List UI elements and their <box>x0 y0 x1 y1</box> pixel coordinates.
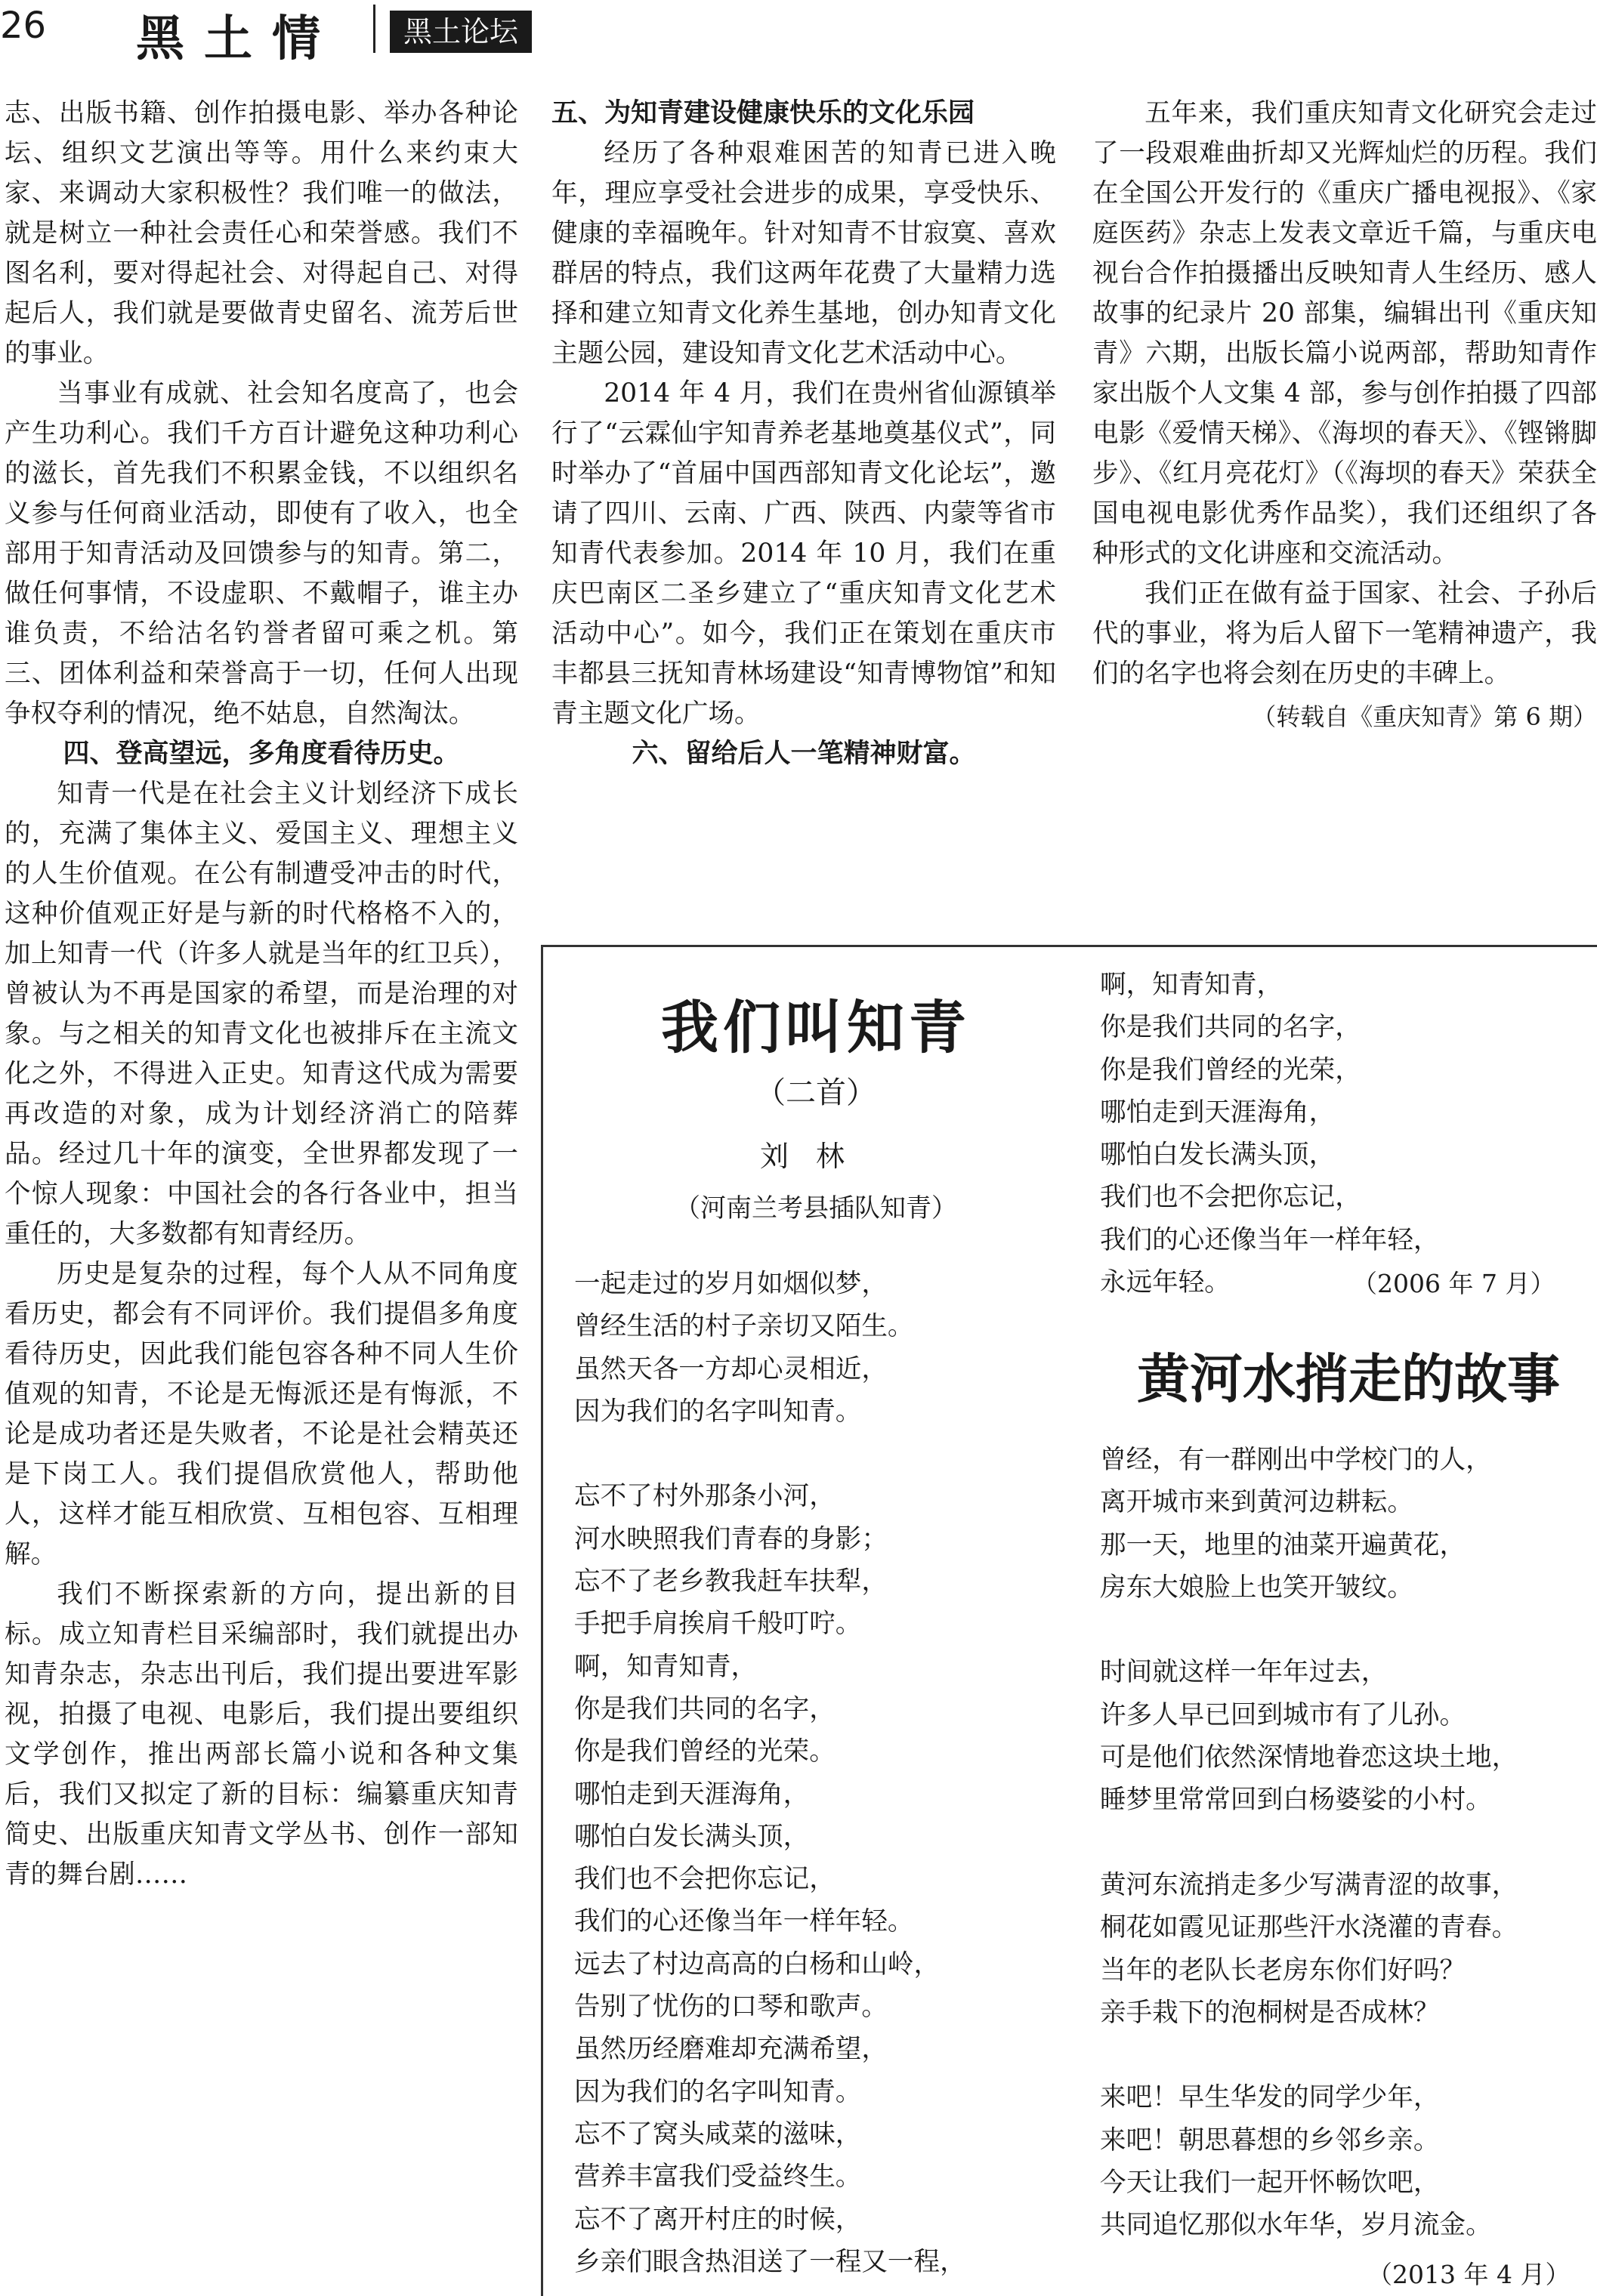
poem-line: 我们也不会把你忘记， <box>574 1864 836 1895</box>
poem2-date: （2013 年 4 月） <box>1367 2260 1571 2289</box>
poem-line: 远去了村边高高的白杨和山岭， <box>574 1949 941 1980</box>
poem-line: 哪怕走到天涯海角， <box>574 1779 810 1810</box>
poem-line: 曾经生活的村子亲切又陌生。 <box>574 1311 914 1342</box>
poem-line: 我们的心还像当年一样年轻。 <box>574 1906 914 1937</box>
poem-line: 因为我们的名字叫知青。 <box>574 1396 862 1427</box>
paragraph: 经历了各种艰难困苦的知青已进入晚年，理应享受社会进步的成果，享受快乐、健康的幸福晚年。针对知青不甘寂寞、喜欢群居的特点，我们这两年花费了大量精力选择和建立知青文化养生基地，创办知青文化主题公园，建设知青文化艺术活动中心。 <box>551 138 1056 369</box>
paragraph: 2014 年 4 月，我们在贵州省仙源镇举行了“云霖仙宇知青养老基地奠基仪式”，同时举办了“首届中国西部知青文化论坛”，邀请了四川、云南、广西、陕西、内蒙等省市知青代表参加。2014 年 10 月，我们在重庆巴南区二圣乡建立了“重庆知青文化艺术活动中心”。如今，我们正在策划在重庆市丰都县三抚知青林场建设“知青博物馆”和知青主题文化广场。 <box>551 378 1056 729</box>
poem-line: 忘不了老乡教我赶车扶犁， <box>574 1566 888 1597</box>
poem-line: 时间就这样一年年过去， <box>1100 1657 1388 1688</box>
poem-line: 许多人早已回到城市有了儿孙。 <box>1100 1699 1466 1730</box>
poem-line: 营养丰富我们受益终生。 <box>574 2162 862 2193</box>
poem-line: 忘不了离开村庄的时候， <box>574 2204 862 2235</box>
poem-line: 你是我们曾经的光荣， <box>1100 1054 1361 1085</box>
paragraph: 当事业有成就、社会知名度高了，也会产生功利心。我们千方百计避免这种功利心的滋长，首先我们不积累金钱，不以组织名义参与任何商业活动，即使有了收入，也全部用于知青活动及回馈参与的知青。第二，做任何事情，不设虚职、不戴帽子，谁主办谁负责，不给沽名钓誉者留可乘之机。第三、团体利益和荣誉高于一切，任何人出现争权夺利的情况，绝不姑息，自然淘汰。 <box>5 378 518 729</box>
header-divider <box>373 5 375 53</box>
poem-line: 我们的心还像当年一样年轻， <box>1100 1224 1440 1255</box>
poem-line: 那一天，地里的油菜开遍黄花， <box>1100 1529 1466 1560</box>
poem-line: 一起走过的岁月如烟似梦， <box>574 1269 888 1299</box>
section-heading: 五、为知青建设健康快乐的文化乐园 <box>551 98 975 128</box>
poem-line: 亲手栽下的泡桐树是否成林？ <box>1100 1997 1440 2028</box>
poem-line: 告别了忧伤的口琴和歌声。 <box>574 1992 888 2023</box>
poem-line: 共同追忆那似水年华，岁月流金。 <box>1100 2210 1492 2241</box>
poem-line: 来吧！朝思暮想的乡邻乡亲。 <box>1100 2125 1440 2156</box>
poem-line: 你是我们共同的名字， <box>574 1693 836 1724</box>
poem-body-continued <box>1100 964 1597 1261</box>
poem-line: 虽然天各一方却心灵相近， <box>574 1353 888 1384</box>
poem2-title: 黄河水捎走的故事 <box>1137 1347 1560 1410</box>
poem-line: 黄河东流捎走多少写满青涩的故事， <box>1100 1869 1518 1900</box>
article-column-2 <box>551 94 1056 774</box>
stanza-break <box>1100 2034 1597 2076</box>
poem-line: 忘不了窝头咸菜的滋味， <box>574 2119 862 2149</box>
magazine-brand: 黑土情 <box>136 11 340 67</box>
paragraph: 我们不断探索新的方向，提出新的目标。成立知青栏目采编部时，我们就提出办知青杂志，杂志出刊后，我们提出要进军影视，拍摄了电视、电影后，我们提出要组织文学创作，推出两部长篇小说和各种文集后，我们又拟定了新的目标：编纂重庆知青简史、出版重庆知青文学丛书、创作一部知青的舞台剧…… <box>5 1579 518 1890</box>
poem-line: 当年的老队长老房东你们好吗？ <box>1100 1955 1466 1986</box>
poem-line: 你是我们曾经的光荣。 <box>574 1736 836 1767</box>
poem-line: 啊，知青知青， <box>1100 970 1283 1000</box>
poem-line: 桐花如霞见证那些汗水浇灌的青春。 <box>1100 1912 1518 1943</box>
poem-line: 我们也不会把你忘记， <box>1100 1182 1361 1213</box>
poem-date: （2006 年 7 月） <box>1352 1269 1555 1298</box>
poem-line: 睡梦里常常回到白杨婆娑的小村。 <box>1100 1785 1492 1816</box>
poem-subtitle: （二首） <box>755 1075 876 1110</box>
poem2-body <box>1100 1439 1597 2247</box>
poem-line: 可是他们依然深情地眷恋这块土地， <box>1100 1742 1518 1773</box>
stanza-break <box>1100 1822 1597 1864</box>
paragraph: 我们正在做有益于国家、社会、子孙后代的事业，将为后人留下一笔精神遗产，我们的名字也将会刻在历史的丰碑上。 <box>1092 579 1597 689</box>
poem-line: 来吧！早生华发的同学少年， <box>1100 2082 1440 2113</box>
poem-title: 我们叫知青 <box>661 994 971 1061</box>
source-note: （转载自《重庆知青》第 6 期） <box>1252 702 1597 731</box>
poem-line: 房东大娘脸上也笑开皱纹。 <box>1100 1572 1413 1603</box>
poem-line: 哪怕白发长满头顶， <box>1100 1140 1336 1171</box>
poem-line: 永远年轻。 <box>1100 1267 1231 1298</box>
section-rubric: 黑土论坛 <box>390 11 532 53</box>
article-column-3 <box>1092 94 1597 739</box>
paragraph: 志、出版书籍、创作拍摄电影、举办各种论坛、组织文艺演出等等。用什么来约束大家、来调动大家积极性？我们唯一的做法，就是树立一种社会责任心和荣誉感。我们不图名利，要对得起社会、对得起自己、对得起后人，我们就是要做青史留名、流芳后世的事业。 <box>5 98 518 369</box>
section-heading: 六、留给后人一笔精神财富。 <box>632 739 976 769</box>
stanza-break <box>1100 1609 1597 1651</box>
poem-line: 因为我们的名字叫知青。 <box>574 2076 862 2107</box>
poem-line: 曾经，有一群刚出中学校门的人， <box>1100 1445 1492 1475</box>
poem-line: 啊，知青知青， <box>574 1651 758 1682</box>
poem-line: 手把手肩挨肩千般叮咛。 <box>574 1609 862 1640</box>
poem-author-note: （河南兰考县插队知青） <box>675 1193 957 1224</box>
poem-line: 哪怕白发长满头顶， <box>574 1821 810 1852</box>
poem-line: 哪怕走到天涯海角， <box>1100 1097 1336 1128</box>
poem-author: 刘林 <box>759 1140 872 1173</box>
poem-line: 虽然历经磨难却充满希望， <box>574 2034 888 2065</box>
section-heading: 四、登高望远，多角度看待历史。 <box>63 739 460 769</box>
poem-line: 忘不了村外那条小河， <box>574 1481 836 1512</box>
poem-line: 离开城市来到黄河边耕耘。 <box>1100 1487 1413 1518</box>
poem-line: 今天让我们一起开怀畅饮吧， <box>1100 2168 1440 2199</box>
page-number: 26 <box>0 5 47 47</box>
poem-line: 乡亲们眼含热泪送了一程又一程， <box>574 2246 966 2277</box>
stanza-break <box>574 1433 1073 1475</box>
paragraph: 历史是复杂的过程，每个人从不同角度看历史，都会有不同评价。我们提倡多角度看待历史，因此我们能包容各种不同人生价值观的知青，不论是无悔派还是有悔派，不论是成功者还是失败者，不论是社会精英还是下岗工人。我们提倡欣赏他人，帮助他人，这样才能互相欣赏、互相包容、互相理解。 <box>5 1259 518 1569</box>
paragraph: 知青一代是在社会主义计划经济下成长的，充满了集体主义、爱国主义、理想主义的人生价值观。在公有制遭受冲击的时代，这种价值观正好是与新的时代格格不入的，加上知青一代（许多人就是当年的红卫兵），曾被认为不再是国家的希望，而是治理的对象。与之相关的知青文化也被排斥在主流文化之外，不得进入正史。知青这代成为需要再改造的对象，成为计划经济消亡的陪葬品。经过几十年的演变，全世界都发现了一个惊人现象：中国社会的各行各业中，担当重任的，大多数都有知青经历。 <box>5 779 518 1249</box>
paragraph: 五年来，我们重庆知青文化研究会走过了一段艰难曲折却又光辉灿烂的历程。我们在全国公开发行的《重庆广播电视报》、《家庭医药》杂志上发表文章近千篇，与重庆电视台合作拍摄播出反映知青人生经历、感人故事的纪录片 20 部集，编辑出刊《重庆知青》六期，出版长篇小说两部，帮助知青作家出版个人文集 4 部，参与创作拍摄了四部电影《爱情天梯》、《海坝的春天》、《铿锵脚步》、《红月亮花灯》（《海坝的春天》荣获全国电视电影优秀作品奖），我们还组织了各种形式的文化讲座和交流活动。 <box>1092 98 1597 569</box>
article-column-1 <box>5 94 518 1895</box>
poem-body <box>574 1263 1073 2283</box>
poem-line: 你是我们共同的名字， <box>1100 1012 1361 1043</box>
poem-line: 河水映照我们青春的身影； <box>574 1523 888 1554</box>
